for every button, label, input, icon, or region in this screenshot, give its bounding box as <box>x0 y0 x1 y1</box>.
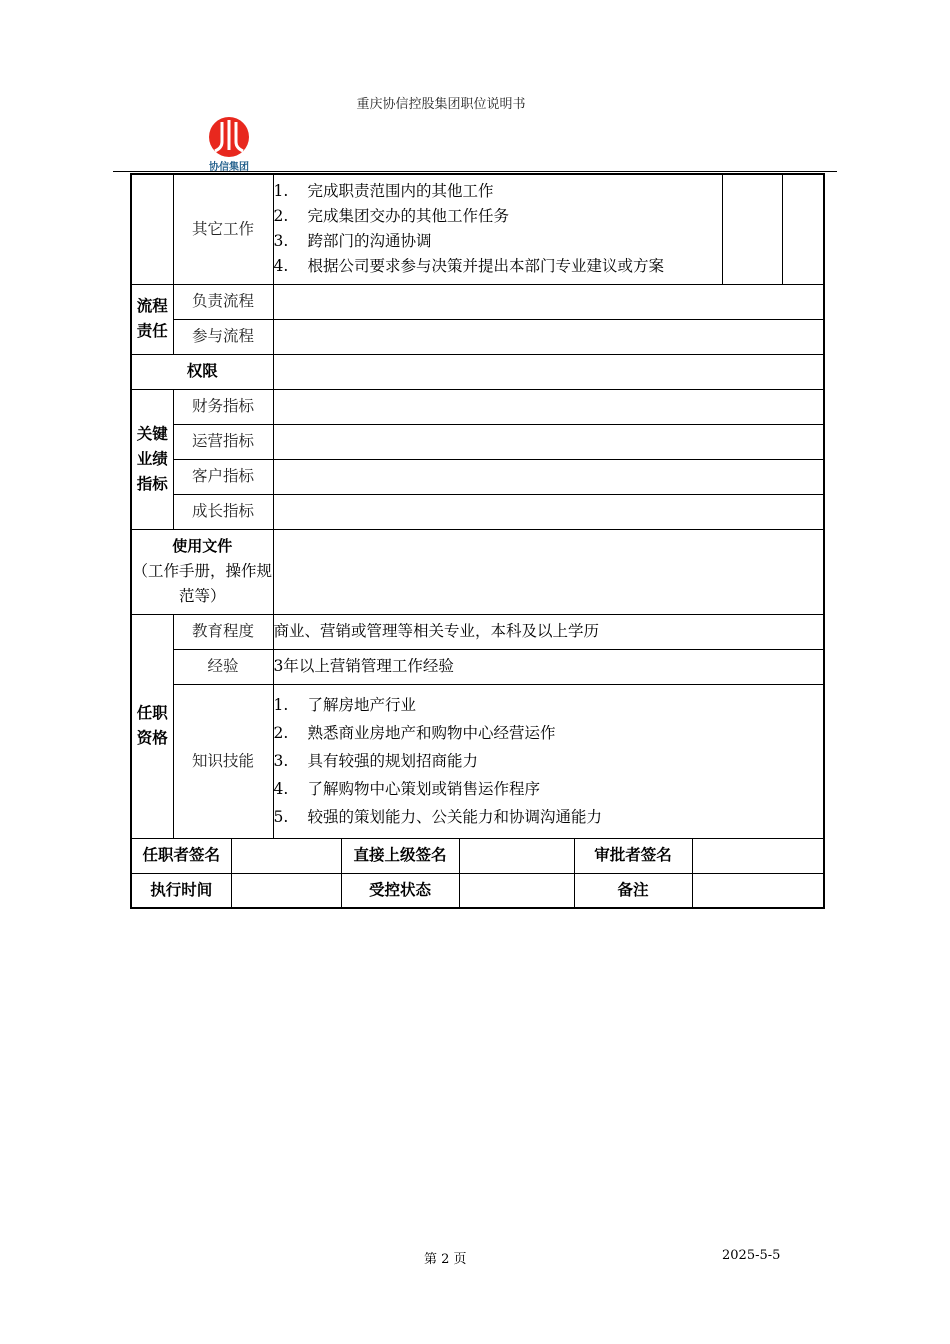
logo-emblem-icon <box>203 116 255 160</box>
status-row <box>131 873 824 908</box>
list-item: 3. 具有较强的规划招商能力 <box>273 752 479 770</box>
experience-value: 3年以上营销管理工作经验 <box>273 649 824 684</box>
qualification-category: 任职资格 <box>131 614 173 838</box>
responsible-process-value <box>273 284 824 319</box>
exec-time-field[interactable] <box>231 873 341 908</box>
authority-row <box>131 354 824 389</box>
supervisor-signature-field[interactable] <box>459 838 574 873</box>
participate-process-label: 参与流程 <box>173 319 273 354</box>
supervisor-signature-label: 直接上级签名 <box>341 838 459 873</box>
customer-kpi-label: 客户指标 <box>173 459 273 494</box>
signature-row <box>131 838 824 873</box>
experience-row <box>131 649 824 684</box>
authority-value <box>273 354 824 389</box>
list-item: 3. 跨部门的沟通协调 <box>273 232 432 251</box>
participate-process-value <box>273 319 824 354</box>
kpi-operation-row <box>131 424 824 459</box>
documents-label <box>131 529 273 614</box>
control-status-field[interactable] <box>459 873 574 908</box>
kpi-finance-row <box>131 389 824 424</box>
job-description-table <box>130 173 825 909</box>
documents-row <box>131 529 824 614</box>
kpi-growth-row <box>131 494 824 529</box>
empty-cell <box>782 174 824 284</box>
remark-label: 备注 <box>574 873 692 908</box>
header-rule <box>113 171 837 172</box>
company-logo <box>203 116 255 172</box>
documents-title: 使用文件 <box>172 537 233 555</box>
approver-signature-label: 审批者签名 <box>574 838 692 873</box>
education-value: 商业、营销或管理等相关专业，本科及以上学历 <box>273 614 824 649</box>
process-responsible-row <box>131 284 824 319</box>
kpi-customer-row <box>131 459 824 494</box>
exec-time-label: 执行时间 <box>131 873 231 908</box>
list-item: 5. 较强的策划能力、公关能力和协调沟通能力 <box>273 808 603 826</box>
list-item: 4. 根据公司要求参与决策并提出本部门专业建议或方案 <box>273 257 665 276</box>
empty-category-cell <box>131 174 173 284</box>
growth-kpi-label: 成长指标 <box>173 494 273 529</box>
skills-value <box>273 684 824 838</box>
approver-signature-field[interactable] <box>692 838 824 873</box>
empty-cell <box>722 174 782 284</box>
other-work-content <box>273 174 722 284</box>
skills-label: 知识技能 <box>173 684 273 838</box>
document-title: 重庆协信控股集团职位说明书 <box>356 97 526 112</box>
operation-kpi-label: 运营指标 <box>173 424 273 459</box>
holder-signature-label: 任职者签名 <box>131 838 231 873</box>
education-label: 教育程度 <box>173 614 273 649</box>
remark-field[interactable] <box>692 873 824 908</box>
list-item: 1. 完成职责范围内的其他工作 <box>273 182 494 201</box>
control-status-label: 受控状态 <box>341 873 459 908</box>
page-number: 第 2 页 <box>424 1252 467 1267</box>
experience-label: 经验 <box>173 649 273 684</box>
education-row <box>131 614 824 649</box>
authority-label: 权限 <box>131 354 273 389</box>
list-item: 2. 完成集团交办的其他工作任务 <box>273 207 510 226</box>
list-item: 1. 了解房地产行业 <box>273 696 417 714</box>
other-work-label: 其它工作 <box>173 174 273 284</box>
other-work-row <box>131 174 824 284</box>
logo-text: 协信集团 <box>209 162 249 173</box>
process-participate-row <box>131 319 824 354</box>
documents-value <box>273 529 824 614</box>
finance-kpi-value <box>273 389 824 424</box>
documents-note: （工作手册，操作规范等） <box>132 562 273 605</box>
customer-kpi-value <box>273 459 824 494</box>
process-category: 流程责任 <box>131 284 173 354</box>
finance-kpi-label: 财务指标 <box>173 389 273 424</box>
kpi-category: 关键业绩指标 <box>131 389 173 529</box>
growth-kpi-value <box>273 494 824 529</box>
holder-signature-field[interactable] <box>231 838 341 873</box>
footer-date: 2025-5-5 <box>722 1248 781 1263</box>
skills-row <box>131 684 824 838</box>
list-item: 2. 熟悉商业房地产和购物中心经营运作 <box>273 724 556 742</box>
operation-kpi-value <box>273 424 824 459</box>
responsible-process-label: 负责流程 <box>173 284 273 319</box>
list-item: 4. 了解购物中心策划或销售运作程序 <box>273 780 541 798</box>
